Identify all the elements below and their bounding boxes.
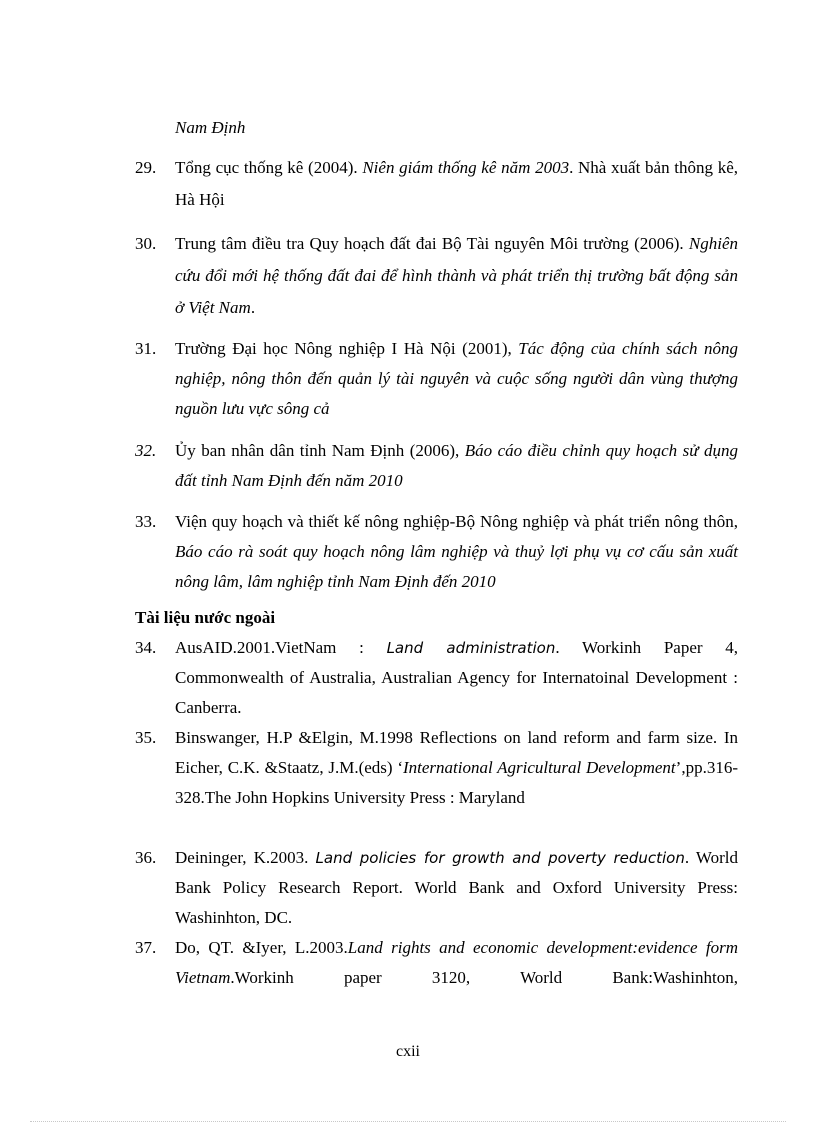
reference-item-37 bbox=[135, 933, 738, 993]
reference-title: Land policies for growth and poverty reduction bbox=[315, 849, 685, 867]
reference-item-30 bbox=[135, 228, 738, 324]
reference-item-33 bbox=[135, 507, 738, 597]
reference-author: Trung tâm điều tra Quy hoạch đất đai Bộ Tài nguyên Môi trường (2006). bbox=[175, 234, 689, 253]
reference-author: Tổng cục thống kê (2004). bbox=[175, 158, 363, 177]
reference-title: Nghiên cứu đổi mới hệ thống đất đai để hình thành và phát triển thị trường bất động sản ở Việt Nam bbox=[175, 234, 738, 317]
reference-author: Ủy ban nhân dân tỉnh Nam Định (2006), bbox=[175, 441, 465, 460]
reference-author: Trường Đại học Nông nghiệp I Hà Nội (2001), bbox=[175, 339, 519, 358]
reference-item-36 bbox=[135, 843, 738, 933]
reference-item-35 bbox=[135, 723, 738, 813]
reference-publisher: . Workinh Paper 4, Commonwealth of Australia, Australian Agency for Internatoinal Development : Canberra. bbox=[175, 638, 738, 717]
reference-number: 35. bbox=[135, 728, 157, 747]
reference-item-31 bbox=[135, 334, 738, 424]
reference-author: Binswanger, H.P &Elgin, M.1998 Reflections on land reform and farm size. In Eicher, C.K. &Staatz, J.M.(eds) ‘ bbox=[175, 728, 738, 777]
reference-author: AusAID.2001.VietNam : bbox=[175, 638, 387, 657]
reference-title: Báo cáo điều chỉnh quy hoạch sử dụng đất tỉnh Nam Định đến năm 2010 bbox=[175, 441, 738, 490]
reference-text bbox=[175, 436, 738, 496]
reference-title: Báo cáo rà soát quy hoạch nông lâm nghiệp và thuỷ lợi phụ vụ cơ cấu sản xuất nông lâm, lâm nghiệp tỉnh Nam Định đến 2010 bbox=[175, 542, 738, 591]
reference-number: 37. bbox=[135, 938, 157, 957]
reference-title: Land rights and economic development:evidence form Vietnam bbox=[175, 938, 738, 987]
reference-item-32 bbox=[135, 436, 738, 496]
reference-text bbox=[175, 334, 738, 424]
reference-text bbox=[175, 507, 738, 597]
reference-number: 30. bbox=[135, 234, 157, 253]
reference-number: 32. bbox=[135, 441, 157, 460]
reference-text bbox=[175, 723, 738, 813]
reference-publisher: . Nhà xuất bản thông kê, Hà Hội bbox=[175, 158, 739, 209]
reference-item-29 bbox=[135, 152, 738, 216]
reference-title: International Agricultural Development bbox=[402, 758, 676, 777]
reference-text bbox=[175, 633, 738, 723]
section-heading-foreign-references: Tài liệu nước ngoài bbox=[135, 608, 276, 627]
reference-text bbox=[175, 228, 738, 324]
reference-publisher: .Workinh paper 3120, World Bank:Washinhton, bbox=[230, 968, 738, 987]
reference-item-34 bbox=[135, 633, 738, 723]
reference-number: 29. bbox=[135, 158, 157, 177]
reference-number: 31. bbox=[135, 339, 157, 358]
reference-28-continuation: Nam Định bbox=[175, 118, 246, 137]
reference-text bbox=[175, 152, 738, 216]
reference-publisher: ’,pp.316-328.The John Hopkins University Press : Maryland bbox=[175, 758, 738, 807]
reference-author: Viện quy hoạch và thiết kế nông nghiệp-Bộ Nông nghiệp và phát triển nông thôn, bbox=[175, 512, 738, 531]
page-number: cxii bbox=[396, 1043, 420, 1060]
reference-number: 36. bbox=[135, 848, 157, 867]
reference-text bbox=[175, 843, 738, 933]
reference-author: Deininger, K.2003. bbox=[175, 848, 316, 867]
reference-author: Do, QT. &Iyer, L.2003. bbox=[175, 938, 348, 957]
reference-title: Tác động của chính sách nông nghiệp, nông thôn đến quản lý tài nguyên và cuộc sống người dân vùng thượng nguồn lưu vực sông cả bbox=[175, 339, 738, 418]
reference-tail: . bbox=[250, 298, 256, 317]
page-bottom-divider bbox=[30, 1121, 786, 1122]
reference-number: 33. bbox=[135, 512, 157, 531]
reference-number: 34. bbox=[135, 638, 157, 657]
reference-title: Niên giám thống kê năm 2003 bbox=[362, 158, 570, 177]
reference-publisher: . World Bank Policy Research Report. World Bank and Oxford University Press: Washinhton, DC. bbox=[175, 848, 738, 927]
reference-title: Land administration bbox=[386, 639, 556, 657]
reference-text bbox=[175, 933, 738, 993]
